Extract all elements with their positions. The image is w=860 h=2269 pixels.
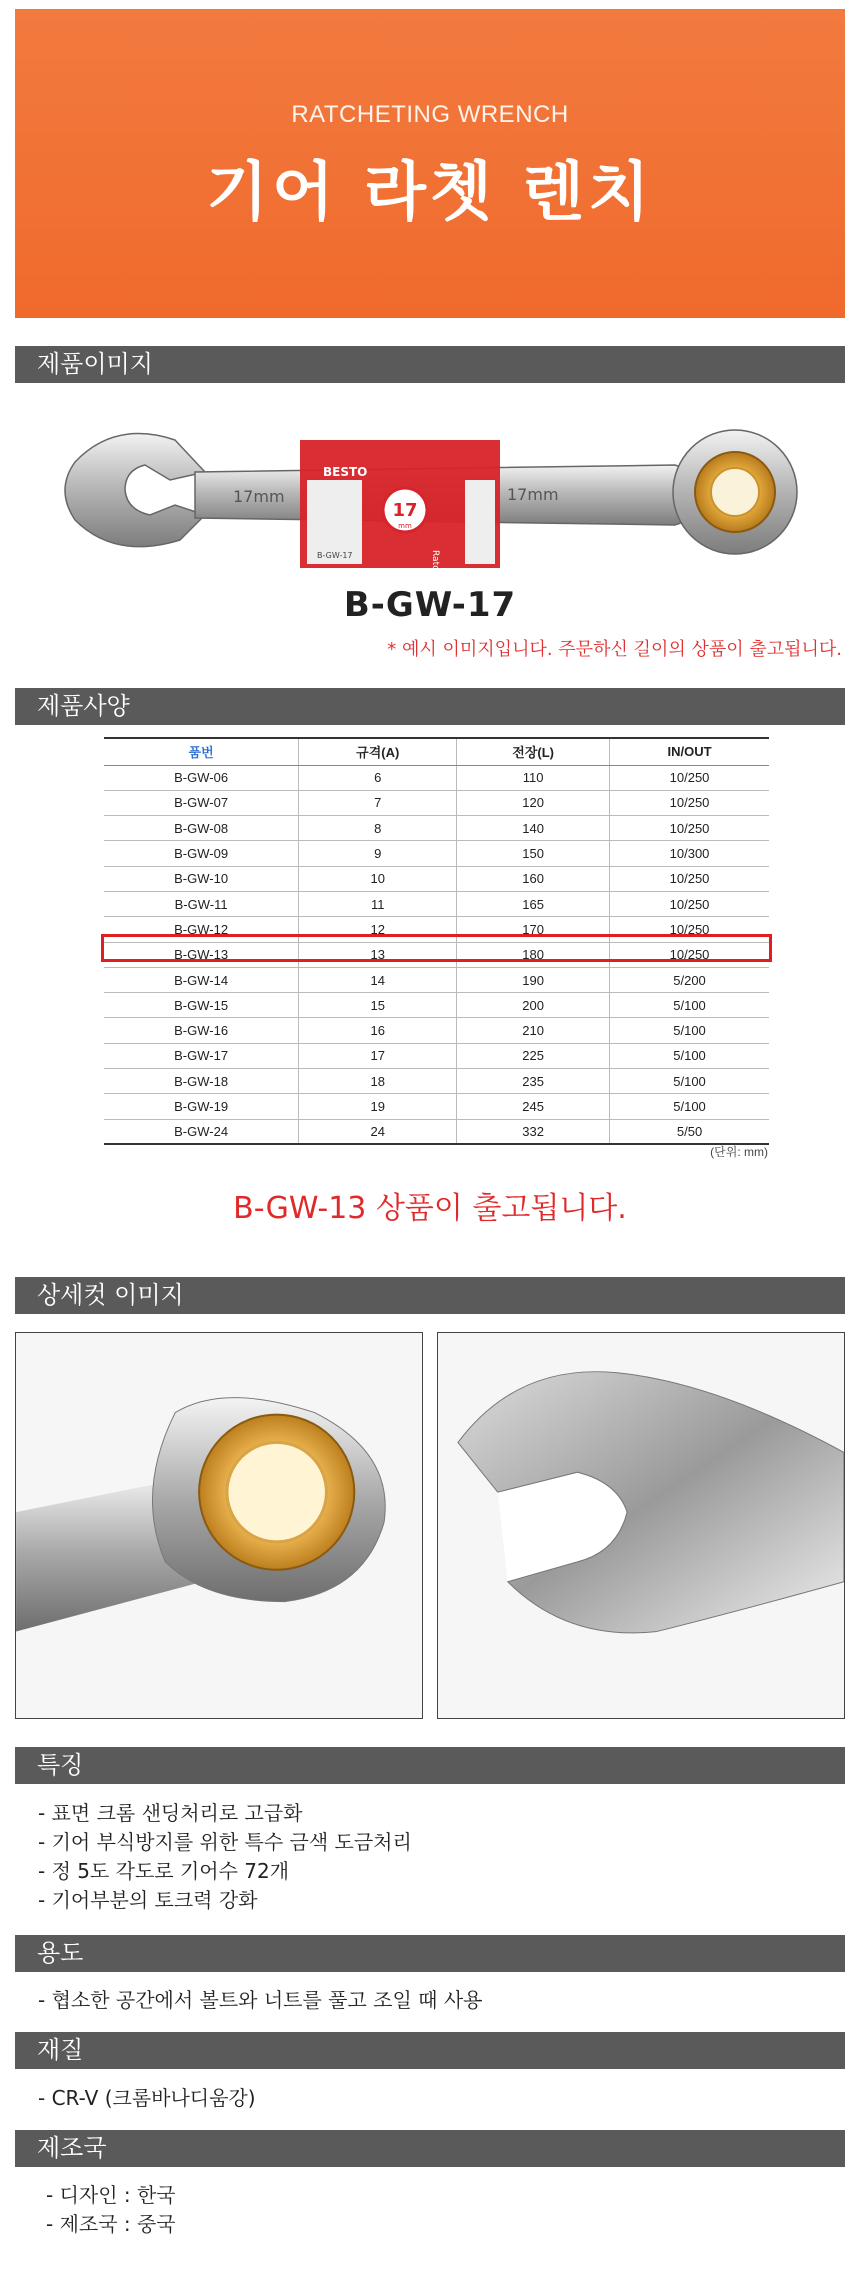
section-header-spec: 제품사양 [15, 688, 845, 725]
cell: 12 [299, 917, 457, 942]
cell: 10/250 [610, 765, 769, 790]
usage-list [38, 1986, 482, 2015]
list-item: - 디자인 : 한국 [46, 2183, 176, 2207]
cell: 17 [299, 1043, 457, 1068]
cell: B-GW-09 [104, 841, 299, 866]
cell: B-GW-13 [104, 942, 299, 967]
list-item: - CR-V (크롬바나디움강) [38, 2086, 256, 2110]
cell: 10/250 [610, 790, 769, 815]
list-item: - 기어 부식방지를 위한 특수 금색 도금처리 [38, 1830, 412, 1854]
cell: 5/100 [610, 993, 769, 1018]
cell: 210 [457, 1018, 610, 1043]
cell: 5/50 [610, 1119, 769, 1144]
col-header-length: 전장(L) [457, 738, 610, 765]
cell: 245 [457, 1094, 610, 1119]
cell: 24 [299, 1119, 457, 1144]
cell: 16 [299, 1018, 457, 1043]
list-item: - 기어부분의 토크력 강화 [38, 1888, 258, 1912]
table-row [104, 1119, 769, 1144]
detail-image-open-end [437, 1332, 845, 1719]
cell: B-GW-08 [104, 816, 299, 841]
table-row [104, 993, 769, 1018]
table-row [104, 1018, 769, 1043]
cell: B-GW-07 [104, 790, 299, 815]
cell: B-GW-11 [104, 891, 299, 916]
cell: 170 [457, 917, 610, 942]
cell: 160 [457, 866, 610, 891]
cell: 11 [299, 891, 457, 916]
cell: B-GW-16 [104, 1018, 299, 1043]
label-brand: BESTO [323, 465, 368, 479]
cell: B-GW-24 [104, 1119, 299, 1144]
cell: 10/250 [610, 942, 769, 967]
origin-list [46, 2181, 176, 2239]
cell: 10/300 [610, 841, 769, 866]
cell: 5/200 [610, 967, 769, 992]
shipping-note: B-GW-13 상품이 출고됩니다. [233, 1191, 627, 1226]
material-list [38, 2084, 256, 2113]
cell: 8 [299, 816, 457, 841]
spec-table-header-row [104, 738, 769, 765]
cell: 10/250 [610, 891, 769, 916]
cell: 235 [457, 1069, 610, 1094]
section-header-product-image: 제품이미지 [15, 346, 845, 383]
cell: B-GW-12 [104, 917, 299, 942]
cell: 9 [299, 841, 457, 866]
cell: 5/100 [610, 1094, 769, 1119]
cell: 13 [299, 942, 457, 967]
cell: 18 [299, 1069, 457, 1094]
cell: 19 [299, 1094, 457, 1119]
example-image-notice: * 예시 이미지입니다. 주문하신 길이의 상품이 출고됩니다. [387, 639, 842, 660]
cell: 225 [457, 1043, 610, 1068]
highlight-box [101, 934, 772, 962]
col-header-part-no: 품번 [104, 738, 299, 765]
table-row [104, 866, 769, 891]
product-model: B-GW-17 [343, 585, 517, 625]
cell: B-GW-15 [104, 993, 299, 1018]
cell: B-GW-18 [104, 1069, 299, 1094]
product-image [55, 410, 815, 580]
cell: 150 [457, 841, 610, 866]
cell: 190 [457, 967, 610, 992]
cell: 5/100 [610, 1043, 769, 1068]
label-size: 17 [392, 500, 418, 521]
cell: 14 [299, 967, 457, 992]
section-header-detail: 상세컷 이미지 [15, 1277, 845, 1314]
label-code: B-GW-17 [317, 551, 353, 560]
cell: 120 [457, 790, 610, 815]
table-row [104, 1043, 769, 1068]
table-row [104, 841, 769, 866]
cell: 140 [457, 816, 610, 841]
label-unit: mm [398, 522, 412, 530]
cell: B-GW-06 [104, 765, 299, 790]
cell: 332 [457, 1119, 610, 1144]
section-header-usage: 용도 [15, 1935, 845, 1972]
unit-note: (단위: mm) [710, 1145, 768, 1159]
title-banner [15, 9, 845, 318]
section-header-origin: 제조국 [15, 2130, 845, 2167]
table-row [104, 1094, 769, 1119]
table-row [104, 790, 769, 815]
list-item: - 협소한 공간에서 볼트와 너트를 풀고 조일 때 사용 [38, 1988, 483, 2012]
cell: 15 [299, 993, 457, 1018]
cell: 10/250 [610, 866, 769, 891]
section-header-material: 재질 [15, 2032, 845, 2069]
banner-subtitle: RATCHETING WRENCH [291, 101, 569, 128]
col-header-size: 규격(A) [299, 738, 457, 765]
section-header-features: 특징 [15, 1747, 845, 1784]
table-row [104, 891, 769, 916]
list-item: - 정 5도 각도로 기어수 72개 [38, 1859, 290, 1883]
cell: 10/250 [610, 917, 769, 942]
cell: B-GW-19 [104, 1094, 299, 1119]
list-item: - 제조국 : 중국 [46, 2212, 176, 2236]
cell: 6 [299, 765, 457, 790]
cell: 200 [457, 993, 610, 1018]
cell: 180 [457, 942, 610, 967]
banner-title: 기어 라쳇 렌치 [206, 156, 654, 230]
features-list [38, 1799, 412, 1915]
cell: 5/100 [610, 1018, 769, 1043]
cell: 165 [457, 891, 610, 916]
cell: 10 [299, 866, 457, 891]
cell: B-GW-14 [104, 967, 299, 992]
table-row [104, 967, 769, 992]
table-row [104, 816, 769, 841]
cell: B-GW-10 [104, 866, 299, 891]
col-header-in-out: IN/OUT [610, 738, 769, 765]
cell: 110 [457, 765, 610, 790]
cell: 5/100 [610, 1069, 769, 1094]
label-text [430, 550, 440, 580]
wrench-engraving-right: 17mm [507, 485, 559, 504]
table-row [104, 765, 769, 790]
wrench-engraving-left: 17mm [233, 487, 285, 506]
table-row [104, 1069, 769, 1094]
cell: 10/250 [610, 816, 769, 841]
cell: B-GW-17 [104, 1043, 299, 1068]
detail-image-ratchet [15, 1332, 423, 1719]
cell: 7 [299, 790, 457, 815]
list-item: - 표면 크롬 샌딩처리로 고급화 [38, 1801, 303, 1825]
